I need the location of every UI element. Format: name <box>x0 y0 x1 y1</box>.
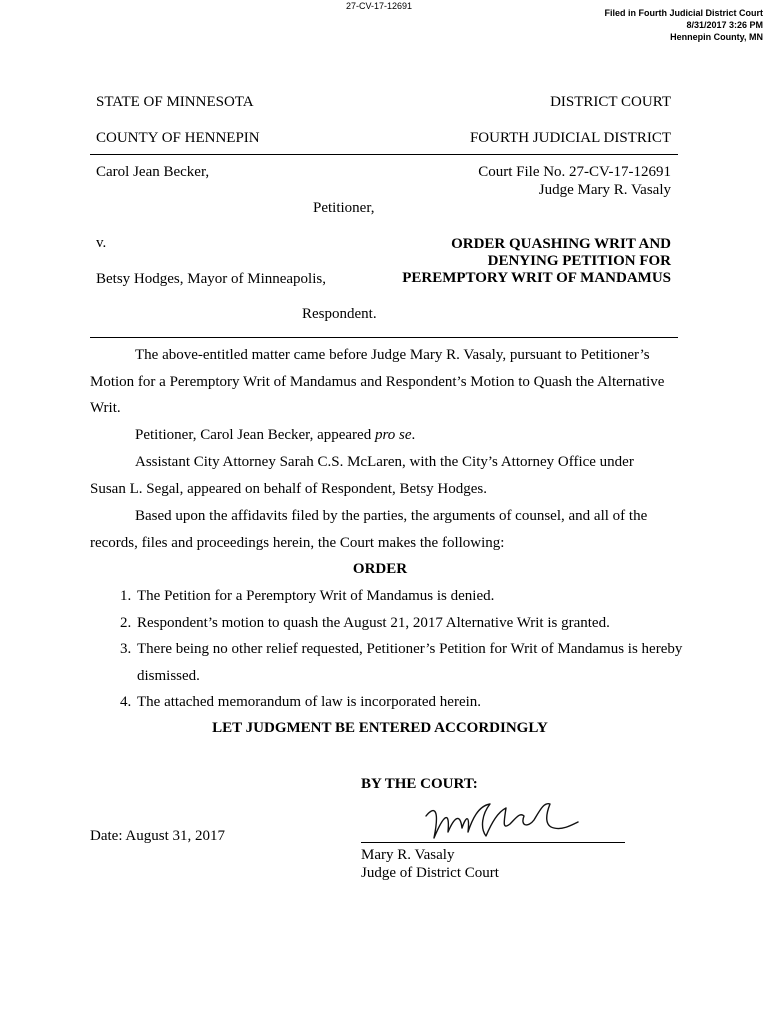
caption-state: STATE OF MINNESOTA <box>96 94 254 110</box>
caption-county: COUNTY OF HENNEPIN <box>96 130 260 146</box>
versus: v. <box>96 235 107 251</box>
respondent-label: Respondent. <box>302 306 377 322</box>
filed-stamp-line3: Hennepin County, MN <box>670 32 763 42</box>
caption-district: FOURTH JUDICIAL DISTRICT <box>469 130 671 146</box>
paragraph-matter: The above-entitled matter came before Judge Mary R. Vasaly, pursuant to Petitioner’s Motion for a Peremptory Writ of Mandamus and Respondent’s Motion to Quash the Alternative Writ. <box>90 347 665 416</box>
signer-name: Mary R. Vasaly <box>361 847 455 863</box>
judge-name: Judge Mary R. Vasaly <box>538 182 671 198</box>
petitioner-name: Carol Jean Becker, <box>96 164 210 180</box>
caption-top-rule <box>90 154 678 155</box>
paragraph-petitioner-appearance <box>90 422 670 449</box>
order-list <box>90 583 715 716</box>
filed-stamp-line2: 8/31/2017 3:26 PM <box>686 20 763 30</box>
order-title-line2: DENYING PETITION FOR <box>487 253 671 269</box>
signature-line <box>361 842 625 843</box>
signer-title: Judge of District Court <box>361 865 499 881</box>
petitioner-label: Petitioner, <box>313 200 375 216</box>
paragraph-basis: Based upon the affidavits filed by the parties, the arguments of counsel, and all of the records, files and proceedings herein, the Court makes the following: <box>90 508 648 551</box>
order-item: 3. There being no other relief requested, Petitioner’s Petition for Writ of Mandamus is hereby dismissed. <box>135 636 715 689</box>
pro-se-italic: pro se <box>374 427 412 443</box>
respondent-name: Betsy Hodges, Mayor of Minneapolis, <box>96 271 326 287</box>
filed-stamp-line1: Filed in Fourth Judicial District Court <box>604 8 763 18</box>
order-item: 1. The Petition for a Peremptory Writ of Mandamus is denied. <box>135 583 715 610</box>
order-item: 2. Respondent’s motion to quash the August 21, 2017 Alternative Writ is granted. <box>135 610 715 637</box>
by-the-court: BY THE COURT: <box>361 776 478 792</box>
judge-signature-icon <box>420 798 585 844</box>
caption-court: DISTRICT COURT <box>550 94 671 110</box>
caption-bottom-rule <box>90 337 678 338</box>
order-title-line1: ORDER QUASHING WRIT AND <box>451 236 671 252</box>
judgment-line: LET JUDGMENT BE ENTERED ACCORDINGLY <box>212 720 548 736</box>
petitioner-appearance-period: . <box>411 427 416 443</box>
paragraph-respondent-appearance: Assistant City Attorney Sarah C.S. McLaren, with the City’s Attorney Office under Susan L. Segal, appeared on behalf of Respondent, Betsy Hodges. <box>90 454 634 497</box>
order-heading: ORDER <box>352 561 408 577</box>
case-number-top: 27-CV-17-12691 <box>346 1 413 11</box>
petitioner-appearance-text: Petitioner, Carol Jean Becker, appeared <box>135 427 375 443</box>
order-item: 4. The attached memorandum of law is incorporated herein. <box>135 689 715 716</box>
court-file-number: Court File No. 27-CV-17-12691 <box>478 164 671 180</box>
signature-date: Date: August 31, 2017 <box>90 828 225 844</box>
order-title-line3: PEREMPTORY WRIT OF MANDAMUS <box>402 270 671 286</box>
